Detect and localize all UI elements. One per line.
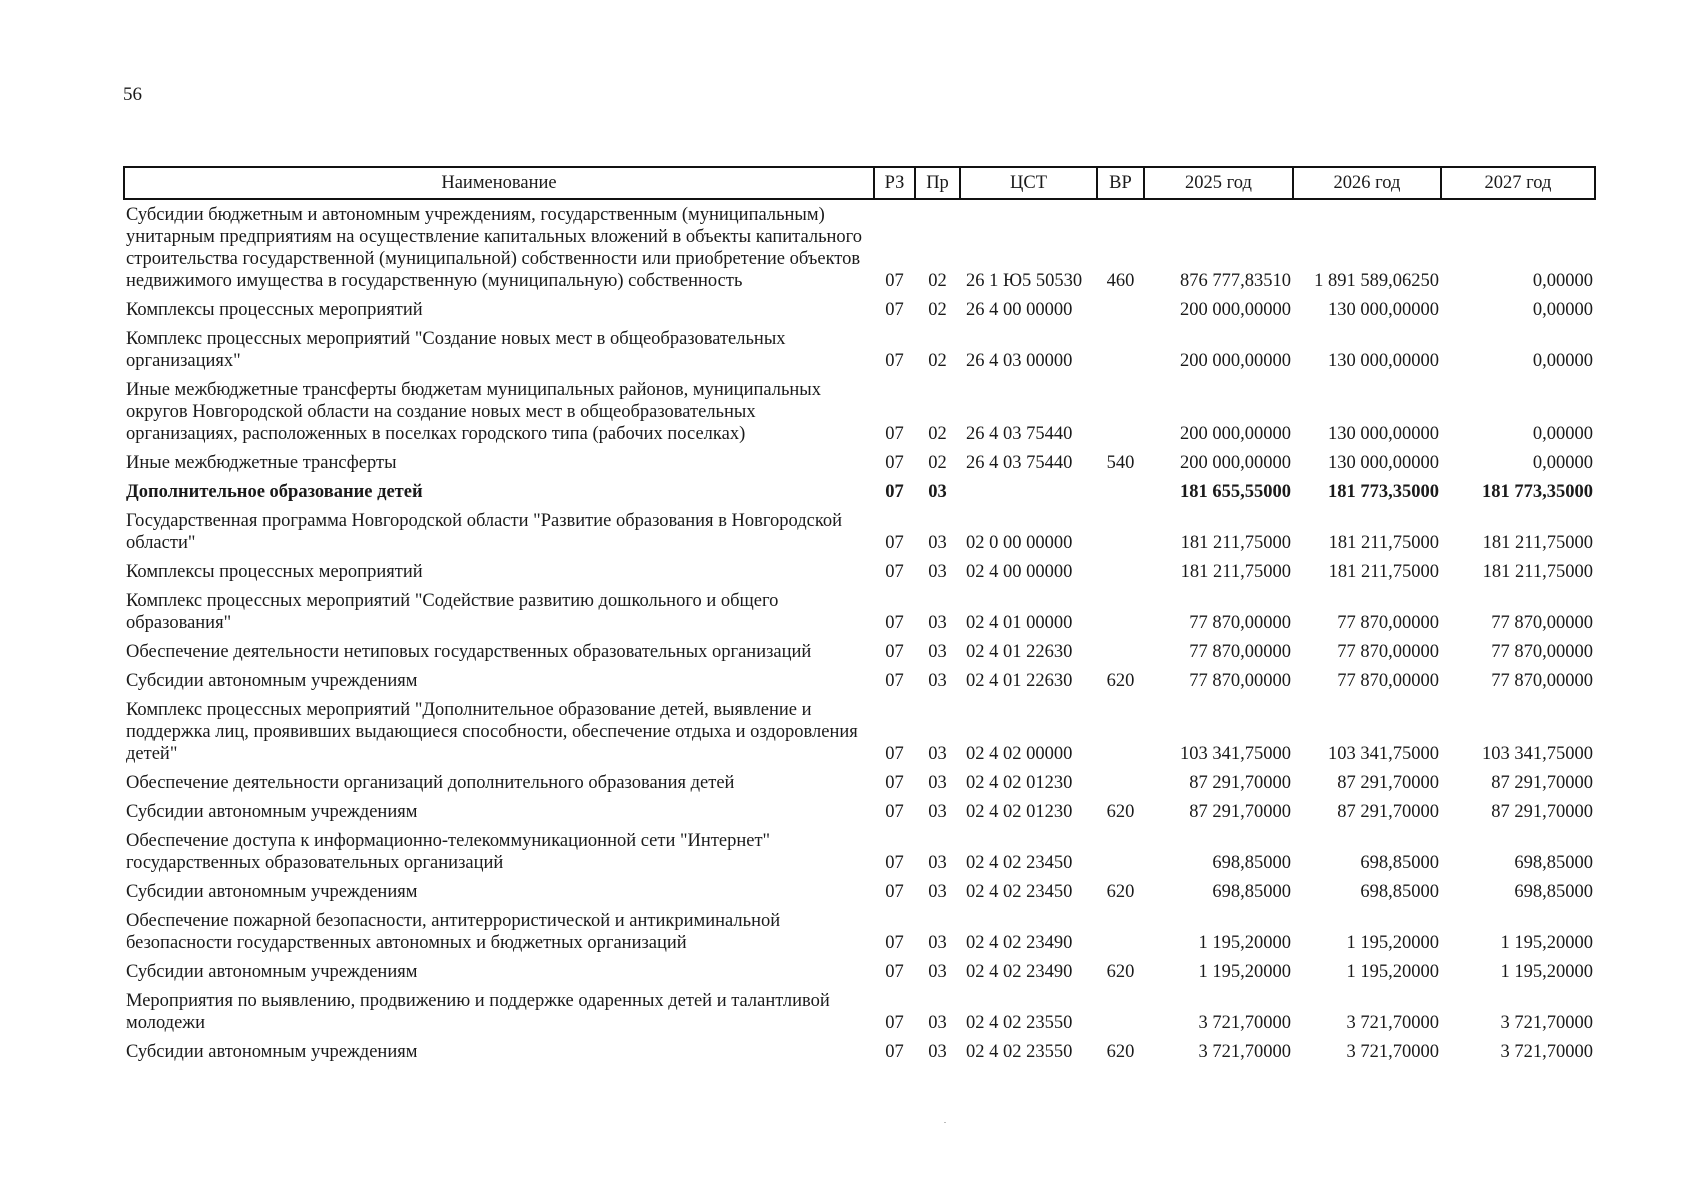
header-vr: ВР [1097, 167, 1144, 199]
budget-table [123, 166, 1596, 1066]
cell-2026: 181 773,35000 [1328, 482, 1439, 502]
table-row [124, 695, 1595, 768]
cell-cst: 26 4 03 00000 [966, 351, 1073, 371]
cell-cst: 02 4 02 01230 [966, 802, 1073, 822]
cell-name: Комплексы процессных мероприятий [126, 562, 423, 582]
cell-2027: 181 211,75000 [1482, 562, 1593, 582]
cell-2027: 181 773,35000 [1482, 482, 1593, 502]
cell-2026: 181 211,75000 [1328, 562, 1439, 582]
cell-pr: 03 [928, 933, 947, 953]
cell-rz: 07 [885, 773, 904, 793]
cell-rz: 07 [885, 1013, 904, 1033]
cell-name: Субсидии автономным учреждениям [126, 962, 418, 982]
cell-2026: 3 721,70000 [1346, 1042, 1439, 1062]
cell-rz: 07 [885, 962, 904, 982]
table-row [124, 477, 1595, 506]
cell-cst: 02 4 01 00000 [966, 613, 1073, 633]
cell-2027: 77 870,00000 [1491, 671, 1593, 691]
cell-vr [1097, 637, 1144, 666]
cell-rz: 07 [885, 271, 904, 291]
cell-2027: 0,00000 [1532, 424, 1593, 444]
cell-cst: 02 4 02 00000 [966, 744, 1073, 764]
cell-pr: 03 [928, 533, 947, 553]
cell-pr: 03 [928, 802, 947, 822]
cell-name: Комплекс процессных мероприятий "Дополнительное образование детей, выявление и поддержка лиц, проявивших выдающиеся способности, обеспечение отдыха и оздоровления детей" [126, 700, 858, 764]
table-row [124, 666, 1595, 695]
cell-name: Комплекс процессных мероприятий "Создание новых мест в общеобразовательных организациях" [126, 329, 786, 371]
cell-vr: 620 [1106, 882, 1135, 902]
cell-vr [1097, 906, 1144, 957]
cell-2026: 698,85000 [1360, 882, 1439, 902]
cell-vr [1097, 586, 1144, 637]
cell-2027: 0,00000 [1532, 351, 1593, 371]
cell-name: Субсидии автономным учреждениям [126, 882, 418, 902]
cell-pr: 02 [928, 300, 947, 320]
cell-2026: 87 291,70000 [1337, 773, 1439, 793]
table-row [124, 295, 1595, 324]
cell-name: Иные межбюджетные трансферты [126, 453, 397, 473]
cell-2025: 200 000,00000 [1180, 453, 1291, 473]
cell-rz: 07 [885, 300, 904, 320]
cell-2026: 3 721,70000 [1346, 1013, 1439, 1033]
cell-2026: 1 891 589,06250 [1314, 271, 1439, 291]
cell-vr [1097, 986, 1144, 1037]
cell-2027: 698,85000 [1514, 853, 1593, 873]
cell-2025: 876 777,83510 [1180, 271, 1291, 291]
cell-pr: 03 [928, 853, 947, 873]
table-row [124, 1037, 1595, 1066]
cell-rz: 07 [885, 802, 904, 822]
cell-vr: 620 [1106, 962, 1135, 982]
cell-pr: 02 [928, 424, 947, 444]
table-row [124, 199, 1595, 295]
cell-cst: 26 4 03 75440 [966, 424, 1073, 444]
cell-rz: 07 [885, 351, 904, 371]
cell-cst: 02 4 02 01230 [966, 773, 1073, 793]
header-row [124, 167, 1595, 199]
cell-2026: 1 195,20000 [1346, 962, 1439, 982]
cell-name: Субсидии бюджетным и автономным учреждениям, государственным (муниципальным) унитарным предприятиям на осуществление капитальных вложений в объекты капитального строительства государственной (муниципальной) собственности или приобретение объектов недвижимого имущества в государственную (муниципальную) собственность [126, 205, 863, 291]
cell-cst: 26 1 Ю5 50530 [966, 271, 1083, 291]
cell-2025: 181 655,55000 [1180, 482, 1291, 502]
cell-pr: 03 [928, 613, 947, 633]
cell-vr [1097, 477, 1144, 506]
table-row [124, 324, 1595, 375]
cell-vr [1097, 295, 1144, 324]
cell-2025: 1 195,20000 [1198, 962, 1291, 982]
cell-pr: 02 [928, 351, 947, 371]
header-2026: 2026 год [1293, 167, 1441, 199]
cell-name: Мероприятия по выявлению, продвижению и поддержке одаренных детей и талантливой молодежи [126, 991, 830, 1033]
cell-2025: 698,85000 [1212, 882, 1291, 902]
cell-2027: 0,00000 [1532, 453, 1593, 473]
cell-name: Комплекс процессных мероприятий "Содействие развитию дошкольного и общего образования" [126, 591, 779, 633]
cell-name: Субсидии автономным учреждениям [126, 1042, 418, 1062]
cell-2026: 130 000,00000 [1328, 351, 1439, 371]
cell-name: Субсидии автономным учреждениям [126, 671, 418, 691]
cell-vr [1097, 695, 1144, 768]
cell-2025: 181 211,75000 [1180, 533, 1291, 553]
cell-2026: 698,85000 [1360, 853, 1439, 873]
page-number: 56 [123, 84, 142, 105]
cell-2025: 87 291,70000 [1189, 802, 1291, 822]
cell-cst: 02 4 02 23490 [966, 933, 1073, 953]
cell-pr: 03 [928, 744, 947, 764]
cell-vr: 620 [1106, 802, 1135, 822]
cell-cst: 26 4 00 00000 [966, 300, 1073, 320]
cell-vr: 620 [1106, 1042, 1135, 1062]
cell-2027: 77 870,00000 [1491, 642, 1593, 662]
cell-2026: 103 341,75000 [1328, 744, 1439, 764]
cell-2025: 3 721,70000 [1198, 1013, 1291, 1033]
cell-2027: 0,00000 [1532, 300, 1593, 320]
cell-vr [1097, 375, 1144, 448]
cell-2027: 1 195,20000 [1500, 933, 1593, 953]
cell-vr [1097, 506, 1144, 557]
cell-rz: 07 [885, 882, 904, 902]
cell-name: Обеспечение деятельности организаций дополнительного образования детей [126, 773, 735, 793]
header-2027: 2027 год [1441, 167, 1595, 199]
table-row [124, 826, 1595, 877]
cell-2025: 200 000,00000 [1180, 424, 1291, 444]
table-row [124, 877, 1595, 906]
cell-name: Иные межбюджетные трансферты бюджетам муниципальных районов, муниципальных округов Новгородской области на создание новых мест в общеобразовательных организациях, расположенных в поселках городского типа (рабочих поселках) [126, 380, 821, 444]
cell-vr [1097, 324, 1144, 375]
table-row [124, 957, 1595, 986]
cell-rz: 07 [885, 671, 904, 691]
cell-2025: 181 211,75000 [1180, 562, 1291, 582]
table-header [124, 167, 1595, 199]
cell-pr: 03 [928, 882, 947, 902]
table-row [124, 986, 1595, 1037]
cell-vr: 540 [1106, 453, 1135, 473]
cell-2026: 77 870,00000 [1337, 613, 1439, 633]
cell-name: Обеспечение пожарной безопасности, антитеррористической и антикриминальной безопасности государственных автономных и бюджетных организаций [126, 911, 781, 953]
cell-2026: 130 000,00000 [1328, 453, 1439, 473]
table-row [124, 637, 1595, 666]
cell-pr: 03 [928, 962, 947, 982]
scan-speck [944, 1122, 946, 1123]
cell-2027: 698,85000 [1514, 882, 1593, 902]
cell-2025: 1 195,20000 [1198, 933, 1291, 953]
cell-rz: 07 [885, 642, 904, 662]
cell-2027: 87 291,70000 [1491, 802, 1593, 822]
header-name: Наименование [124, 167, 874, 199]
cell-cst: 02 0 00 00000 [966, 533, 1073, 553]
cell-vr: 460 [1106, 271, 1135, 291]
cell-2026: 87 291,70000 [1337, 802, 1439, 822]
table-body [124, 199, 1595, 1066]
table-row [124, 768, 1595, 797]
cell-vr [1097, 826, 1144, 877]
cell-2026: 77 870,00000 [1337, 642, 1439, 662]
header-cst: ЦСТ [960, 167, 1097, 199]
cell-name: Государственная программа Новгородской области "Развитие образования в Новгородской области" [126, 511, 843, 553]
table-row [124, 375, 1595, 448]
cell-2025: 103 341,75000 [1180, 744, 1291, 764]
cell-pr: 03 [928, 482, 947, 502]
cell-2027: 1 195,20000 [1500, 962, 1593, 982]
cell-2027: 87 291,70000 [1491, 773, 1593, 793]
cell-cst [960, 477, 1097, 506]
cell-pr: 03 [928, 642, 947, 662]
cell-2025: 3 721,70000 [1198, 1042, 1291, 1062]
cell-2025: 77 870,00000 [1189, 613, 1291, 633]
cell-rz: 07 [885, 453, 904, 473]
cell-2025: 200 000,00000 [1180, 351, 1291, 371]
cell-pr: 02 [928, 453, 947, 473]
header-2025: 2025 год [1144, 167, 1293, 199]
cell-pr: 03 [928, 1013, 947, 1033]
cell-rz: 07 [885, 613, 904, 633]
cell-2027: 181 211,75000 [1482, 533, 1593, 553]
cell-cst: 02 4 01 22630 [966, 671, 1073, 691]
table-row [124, 797, 1595, 826]
cell-pr: 03 [928, 1042, 947, 1062]
cell-2025: 77 870,00000 [1189, 671, 1291, 691]
cell-2025: 200 000,00000 [1180, 300, 1291, 320]
cell-2026: 1 195,20000 [1346, 933, 1439, 953]
cell-cst: 02 4 02 23490 [966, 962, 1073, 982]
cell-vr [1097, 557, 1144, 586]
cell-pr: 03 [928, 773, 947, 793]
cell-name: Обеспечение деятельности нетиповых государственных образовательных организаций [126, 642, 812, 662]
cell-rz: 07 [885, 533, 904, 553]
cell-cst: 02 4 02 23550 [966, 1013, 1073, 1033]
table-row [124, 448, 1595, 477]
cell-pr: 03 [928, 671, 947, 691]
cell-2026: 130 000,00000 [1328, 424, 1439, 444]
cell-2026: 130 000,00000 [1328, 300, 1439, 320]
cell-rz: 07 [885, 744, 904, 764]
cell-rz: 07 [885, 933, 904, 953]
cell-2027: 3 721,70000 [1500, 1042, 1593, 1062]
table-row [124, 586, 1595, 637]
cell-2025: 77 870,00000 [1189, 642, 1291, 662]
cell-cst: 02 4 02 23450 [966, 882, 1073, 902]
cell-pr: 03 [928, 562, 947, 582]
cell-cst: 02 4 01 22630 [966, 642, 1073, 662]
cell-name: Обеспечение доступа к информационно-телекоммуникационной сети "Интернет" государственных образовательных организаций [126, 831, 771, 873]
cell-2026: 181 211,75000 [1328, 533, 1439, 553]
cell-2027: 103 341,75000 [1482, 744, 1593, 764]
cell-2027: 77 870,00000 [1491, 613, 1593, 633]
cell-name: Дополнительное образование детей [126, 482, 423, 502]
cell-name: Комплексы процессных мероприятий [126, 300, 423, 320]
cell-vr [1097, 768, 1144, 797]
cell-rz: 07 [885, 482, 904, 502]
cell-2025: 87 291,70000 [1189, 773, 1291, 793]
cell-cst: 02 4 02 23450 [966, 853, 1073, 873]
header-rz: РЗ [874, 167, 915, 199]
cell-2025: 698,85000 [1212, 853, 1291, 873]
cell-vr: 620 [1106, 671, 1135, 691]
cell-cst: 02 4 00 00000 [966, 562, 1073, 582]
table-row [124, 557, 1595, 586]
cell-rz: 07 [885, 424, 904, 444]
cell-name: Субсидии автономным учреждениям [126, 802, 418, 822]
cell-rz: 07 [885, 853, 904, 873]
cell-2026: 77 870,00000 [1337, 671, 1439, 691]
table-row [124, 506, 1595, 557]
header-pr: Пр [915, 167, 960, 199]
cell-cst: 02 4 02 23550 [966, 1042, 1073, 1062]
cell-rz: 07 [885, 562, 904, 582]
table-row [124, 906, 1595, 957]
cell-cst: 26 4 03 75440 [966, 453, 1073, 473]
cell-2027: 3 721,70000 [1500, 1013, 1593, 1033]
cell-rz: 07 [885, 1042, 904, 1062]
cell-2027: 0,00000 [1532, 271, 1593, 291]
cell-pr: 02 [928, 271, 947, 291]
